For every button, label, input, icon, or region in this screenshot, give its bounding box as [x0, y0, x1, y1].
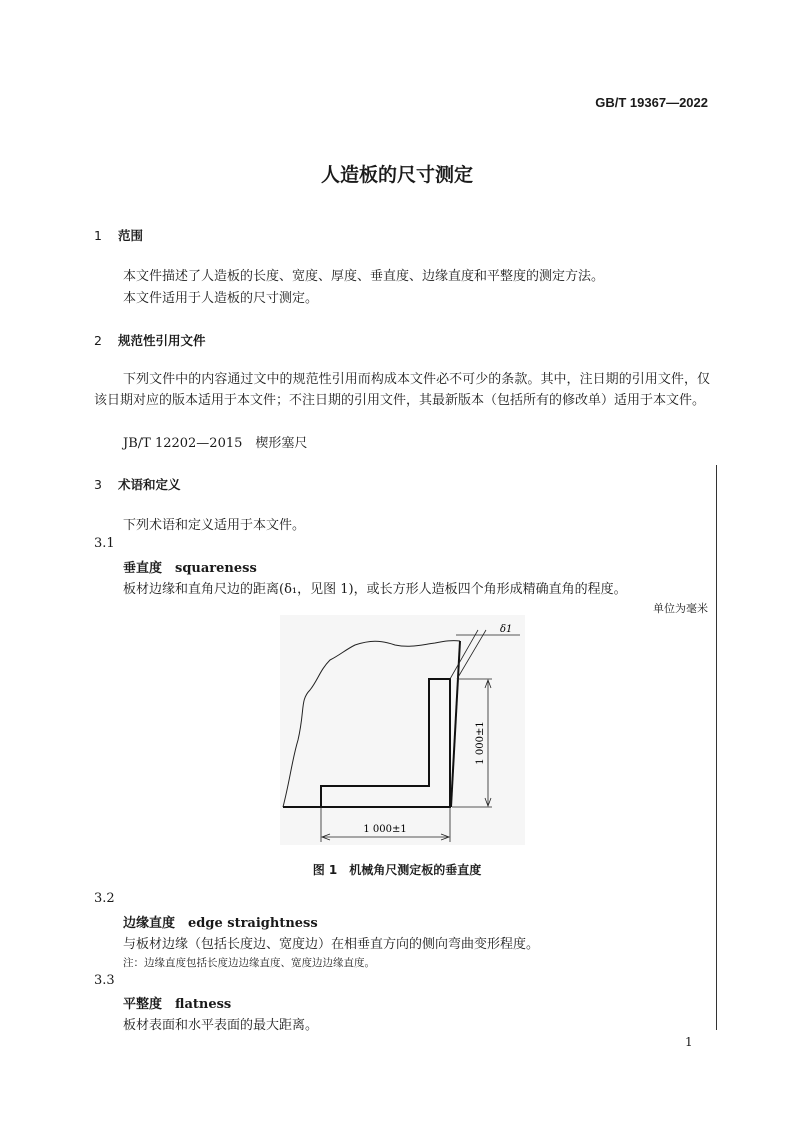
paragraph: 本文件描述了人造板的长度、宽度、厚度、垂直度、边缘直度和平整度的测定方法。 [123, 269, 605, 284]
definition: 板材边缘和直角尺边的距离(δ₁，见图 1)，或长方形人造板四个角形成精确直角的程度。 [123, 582, 627, 597]
section-3-heading: 3 术语和定义 [94, 477, 181, 492]
section-2-heading: 2 规范性引用文件 [94, 333, 206, 348]
page-number: 1 [685, 1035, 693, 1049]
figure-caption: 图 1 机械角尺测定板的垂直度 [312, 863, 482, 877]
paragraph: 下列文件中的内容通过文中的规范性引用而构成本文件必不可少的条款。其中，注日期的引用文件，仅该日期对应的版本适用于本文件；不注日期的引用文件，其最新版本（包括所有的修改单）适用于本文件。 [94, 372, 710, 408]
delta-label: δ1 [500, 624, 513, 635]
term: 边缘直度 edge straightness [123, 916, 318, 931]
paragraph: 本文件适用于人造板的尺寸测定。 [123, 291, 319, 306]
reference: JB/T 12202—2015 楔形塞尺 [123, 436, 308, 451]
term: 平整度 flatness [123, 997, 232, 1012]
term-number: 3.1 [94, 536, 115, 551]
vertical-dimension-label: 1 000±1 [475, 721, 486, 765]
standard-number: GB/T 19367—2022 [595, 95, 708, 110]
term-number: 3.2 [94, 891, 115, 906]
term-number: 3.3 [94, 973, 115, 988]
section-1-heading: 1 范围 [94, 228, 144, 243]
definition: 与板材边缘（包括长度边、宽度边）在相垂直方向的侧向弯曲变形程度。 [123, 937, 540, 952]
term: 垂直度 squareness [123, 561, 257, 576]
note: 注：边缘直度包括长度边边缘直度、宽度边边缘直度。 [123, 957, 375, 969]
paragraph: 下列术语和定义适用于本文件。 [123, 518, 306, 533]
document-title: 人造板的尺寸测定 [320, 164, 473, 186]
unit-note: 单位为毫米 [653, 602, 708, 615]
definition: 板材表面和水平表面的最大距离。 [123, 1018, 319, 1033]
horizontal-dimension-label: 1 000±1 [363, 824, 407, 835]
